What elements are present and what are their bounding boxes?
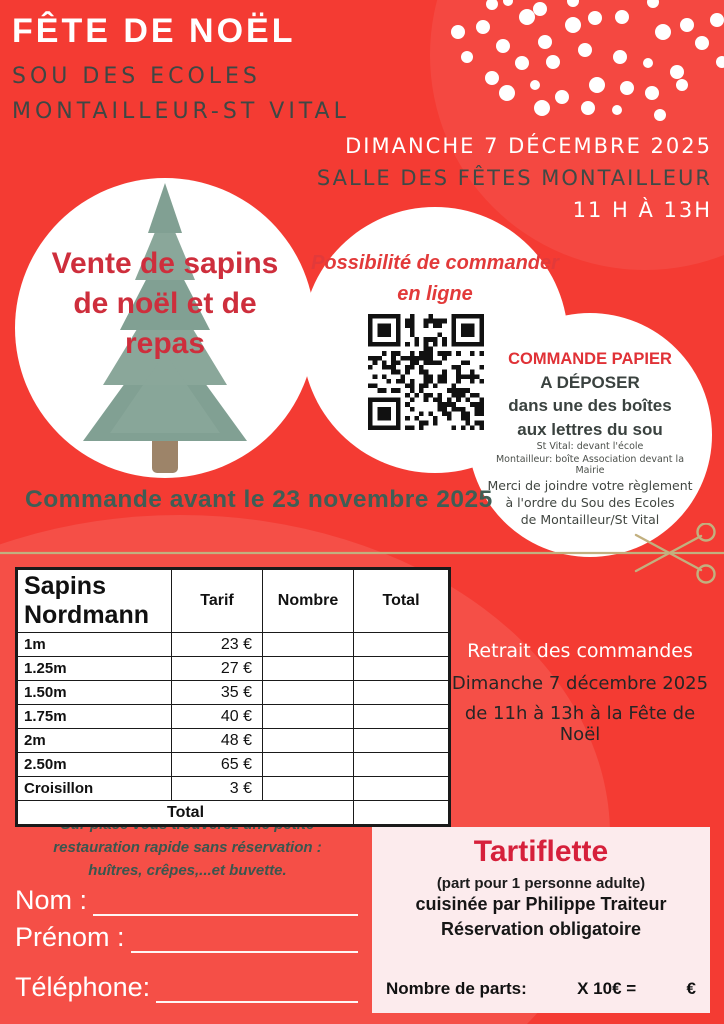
- tartiflette-title: Tartiflette: [473, 835, 609, 868]
- total-cell[interactable]: [354, 753, 450, 777]
- size-label: 2m: [17, 729, 172, 753]
- phone-label: Téléphone:: [15, 972, 151, 1002]
- col-header-nombre: Nombre: [263, 569, 354, 633]
- size-label: 1.25m: [17, 657, 172, 681]
- pickup-date: Dimanche 7 décembre 2025: [451, 673, 709, 694]
- total-cell[interactable]: [354, 633, 450, 657]
- nombre-cell[interactable]: [263, 705, 354, 729]
- online-order-line-2: en ligne: [397, 283, 473, 305]
- table-row: [17, 729, 450, 753]
- sapins-text-line-3: repas: [124, 327, 206, 360]
- price-formula: X 10€ =: [577, 979, 637, 998]
- payment-note-line-3: de Montailleur/St Vital: [520, 512, 660, 527]
- pickup-title: Retrait des commandes: [467, 640, 693, 662]
- reservation-note: Réservation obligatoire: [440, 919, 642, 939]
- size-label: 1m: [17, 633, 172, 657]
- total-cell[interactable]: [354, 777, 450, 801]
- currency-symbol: €: [686, 979, 696, 998]
- polka-dots-icon: [425, 0, 724, 122]
- name-fill-line[interactable]: [93, 890, 358, 916]
- paper-drop-instruction: A DÉPOSER: [540, 373, 640, 392]
- price-cell: 27 €: [172, 657, 263, 681]
- tartiflette-card: [372, 827, 710, 1013]
- payment-note-line-1: Merci de joindre votre règlement: [487, 478, 693, 493]
- event-hours: 11 H À 13H: [572, 198, 712, 222]
- drop-location-1: St Vital: devant l'école: [536, 441, 644, 452]
- firstname-row: [15, 922, 358, 953]
- drop-where-line-2: aux lettres du sou: [517, 420, 663, 439]
- table-row: [17, 657, 450, 681]
- size-label: 2.50m: [17, 753, 172, 777]
- org-name-line-1: SOU DES ECOLES: [12, 64, 261, 89]
- firstname-fill-line[interactable]: [131, 927, 358, 953]
- table-footer-row: [17, 801, 450, 826]
- nombre-cell[interactable]: [263, 657, 354, 681]
- flyer-title: FÊTE DE NOËL: [12, 12, 296, 50]
- pickup-hours: de 11h à 13h à la Fête de Noël: [464, 703, 696, 745]
- nombre-cell[interactable]: [263, 681, 354, 705]
- nombre-cell[interactable]: [263, 777, 354, 801]
- online-order-line-1: Possibilité de commander: [311, 252, 559, 274]
- size-label: Croisillon: [17, 777, 172, 801]
- drop-location-2: Montailleur: boîte Association devant la Mairie: [495, 454, 685, 476]
- name-label: Nom :: [15, 885, 88, 915]
- onsite-info-line-3: huîtres, crêpes,...et buvette.: [88, 862, 287, 879]
- table-row: [17, 753, 450, 777]
- order-deadline: Commande avant le 23 novembre 2025: [25, 486, 493, 513]
- phone-row: [15, 972, 358, 1003]
- table-row: [17, 777, 450, 801]
- col-header-tarif: Tarif: [172, 569, 263, 633]
- nombre-cell[interactable]: [263, 729, 354, 753]
- price-cell: 65 €: [172, 753, 263, 777]
- portion-note: (part pour 1 personne adulte): [436, 875, 646, 892]
- table-row: [17, 705, 450, 729]
- total-cell[interactable]: [354, 729, 450, 753]
- onsite-info-line-2: restauration rapide sans réservation :: [53, 839, 322, 856]
- drop-where-line-1: dans une des boîtes: [508, 396, 672, 415]
- sapins-text-line-2: de noël et de: [73, 287, 257, 320]
- table-row: [17, 681, 450, 705]
- total-cell[interactable]: [354, 705, 450, 729]
- price-cell: 3 €: [172, 777, 263, 801]
- col-header-total: Total: [354, 569, 450, 633]
- firstname-label: Prénom :: [15, 922, 125, 952]
- paper-order-title: COMMANDE PAPIER: [508, 350, 672, 368]
- parts-row: [386, 979, 696, 999]
- table-footer-label: Total: [17, 801, 354, 826]
- sapins-text-line-1: Vente de sapins: [51, 247, 279, 280]
- total-cell[interactable]: [354, 681, 450, 705]
- payment-note-line-2: à l'ordre du Sou des Ecoles: [505, 495, 675, 510]
- order-table: [15, 567, 451, 827]
- price-cell: 23 €: [172, 633, 263, 657]
- qr-code-icon: [368, 314, 484, 430]
- price-cell: 40 €: [172, 705, 263, 729]
- nombre-cell[interactable]: [263, 633, 354, 657]
- phone-fill-line[interactable]: [156, 977, 358, 1003]
- event-venue: SALLE DES FÊTES MONTAILLEUR: [316, 166, 712, 190]
- price-cell: 48 €: [172, 729, 263, 753]
- price-cell: 35 €: [172, 681, 263, 705]
- table-footer-total-cell[interactable]: [354, 801, 450, 826]
- org-name-line-2: MONTAILLEUR-ST VITAL: [12, 99, 350, 124]
- parts-label: Nombre de parts:: [386, 979, 527, 998]
- caterer-note: cuisinée par Philippe Traiteur: [415, 894, 667, 914]
- table-row: [17, 633, 450, 657]
- total-cell[interactable]: [354, 657, 450, 681]
- table-title: Sapins Nordmann: [17, 569, 172, 633]
- name-row: [15, 885, 358, 916]
- nombre-cell[interactable]: [263, 753, 354, 777]
- event-date: DIMANCHE 7 DÉCEMBRE 2025: [345, 134, 712, 158]
- size-label: 1.75m: [17, 705, 172, 729]
- size-label: 1.50m: [17, 681, 172, 705]
